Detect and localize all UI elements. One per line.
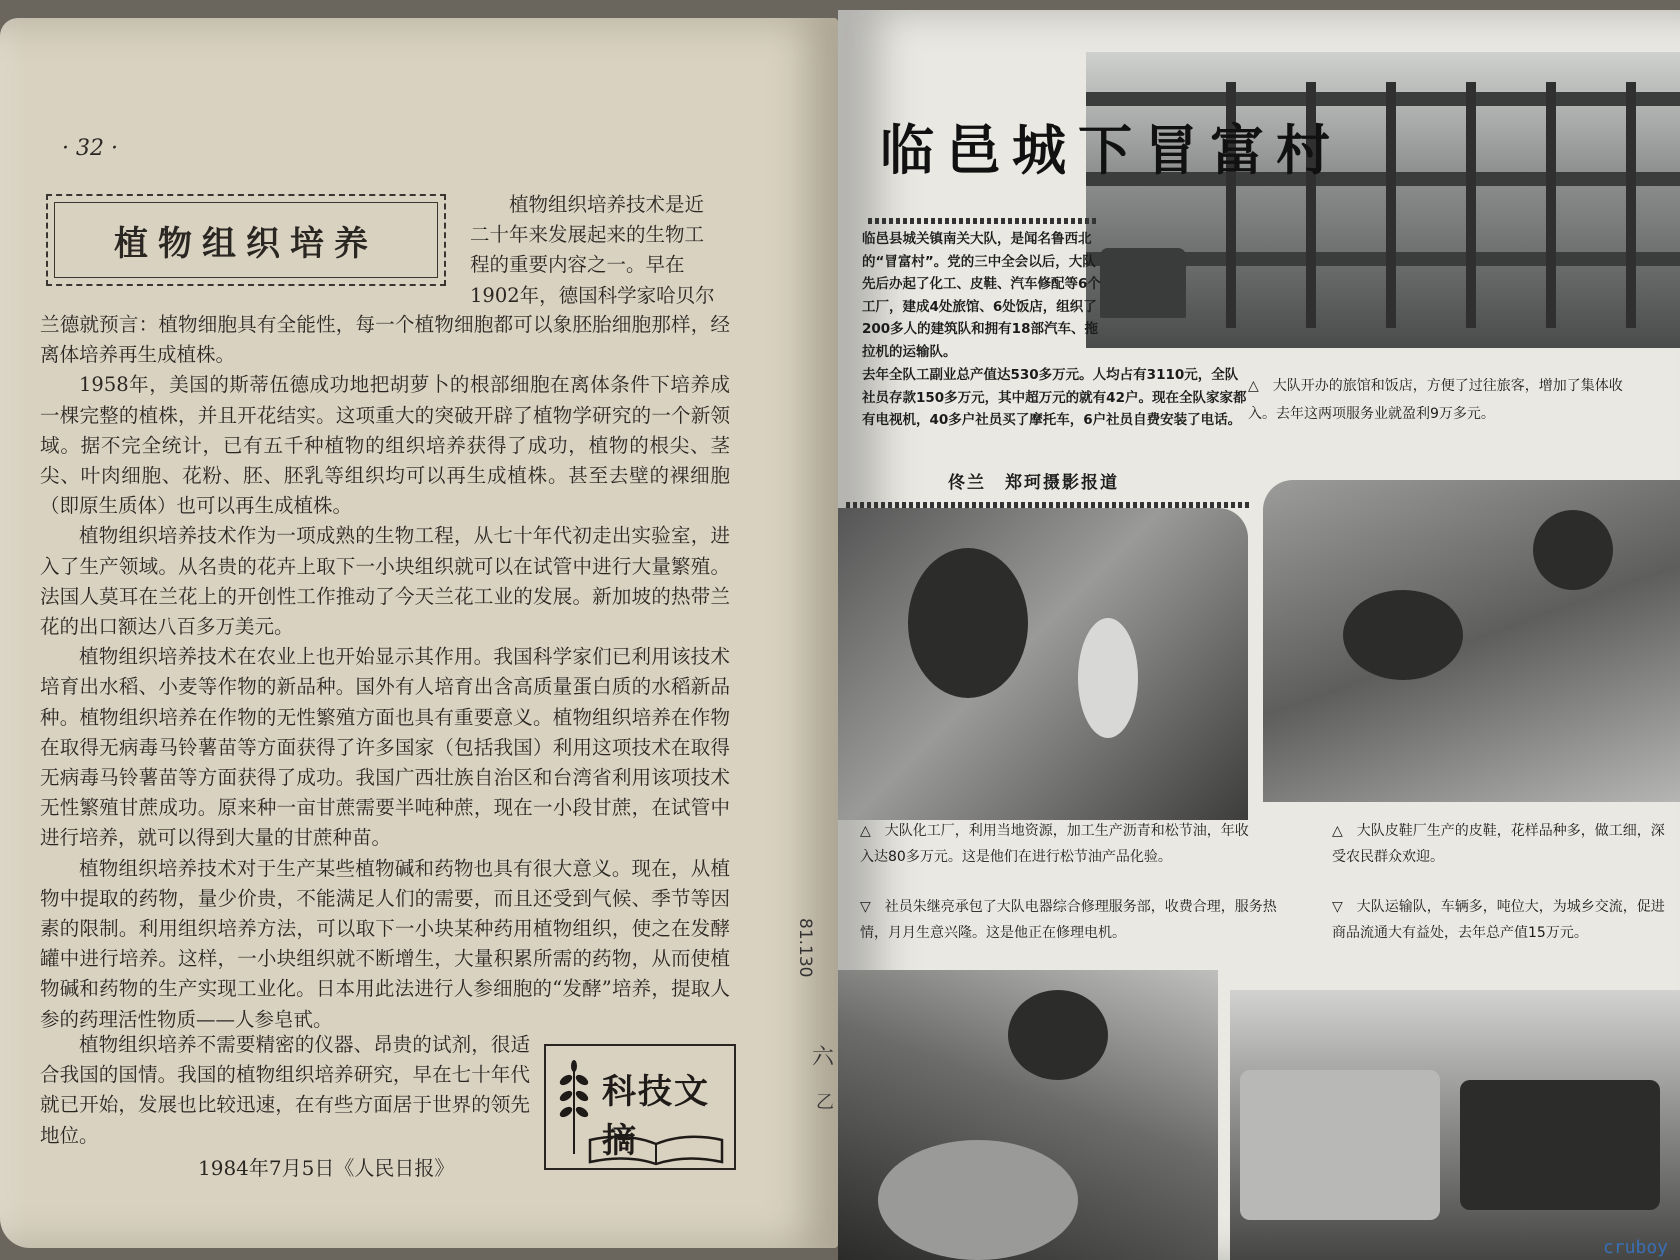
intro-caption: 临邑县城关镇南关大队，是闻名鲁西北的“冒富村”。党的三中全会以后，大队先后办起了化工、皮鞋、汽车修配等6个工厂，建成4处旅馆、6处饭店，组织了200多人的建筑队和拥有18部汽车、拖拉机的运输队。 <box>862 231 1101 360</box>
intro-line: 植物组织培养技术是近 <box>509 193 705 216</box>
truck-fleet-photo <box>1230 990 1680 1260</box>
intro-line: 1902年，德国科学家哈贝尔 <box>470 283 715 307</box>
intro-line: 程的重要内容之一。早在 <box>470 253 685 277</box>
photographer-credit: 佟兰 郑珂摄影报道 <box>948 473 1119 493</box>
article-conclusion <box>40 1030 530 1151</box>
intro-caption-continued: 去年全队工副业总产值达530多万元。人均占有3110元，全队社员存款150多万元，其中超万元的就有42户。现在全队家家都有电视机，40多户社员买了摩托车，6户社员自费安装了电话。 <box>862 367 1247 428</box>
stamp-label: 科技文摘 <box>602 1072 710 1161</box>
paragraph: 1958年，美国的斯蒂伍德成功地把胡萝卜的根部细胞在离体条件下培养成一棵完整的植株，并且开花结实。这项重大的突破开辟了植物学研究的一个新领域。据不完全统计，已有五千种植物的组织培养获得了成功，植物的根尖、茎尖、叶肉细胞、花粉、胚、胚乳等组织均可以再生成植株。甚至去壁的裸细胞（即原生质体）也可以再生成植株。 <box>40 373 730 518</box>
right-page <box>838 10 1680 1260</box>
building-photo <box>1086 52 1680 348</box>
paragraph: 植物组织培养技术在农业上也开始显示其作用。我国科学家们已利用该技术培育出水稻、小麦等作物的新品种。国外有人培育出含高质量蛋白质的水稻新品种。植物组织培养在作物的无性繁殖方面也具有重要意义。植物组织培养在作物在取得无病毒马铃薯苗等方面获得了许多国家（包括我国）利用这项技术在取得无病毒马铃薯苗等方面获得了成功。我国广西壮族自治区和台湾省利用该项技术无性繁殖甘蔗成功。原来种一亩甘蔗需要半吨种蔗，现在一小段甘蔗，在试管中进行培养，就可以得到大量的甘蔗种苗。 <box>40 645 730 850</box>
paragraph: 植物组织培养技术对于生产某些植物碱和药物也具有很大意义。现在，从植物中提取的药物，量少价贵，不能满足人们的需要，而且还受到气候、季节等因素的限制。利用组织培养方法，可以取下一小块某种药用植物组织，使之在发酵罐中进行培养。这样，一小块组织就不断增生，大量积累所需的药物，从而使植物碱和药物的生产实现工业化。日本用此法进行人参细胞的“发酵”培养，提取人参的药理活性物质——人参皂甙。 <box>40 856 730 1031</box>
caption-inn: △ 大队开办的旅馆和饭店，方便了过往旅客，增加了集体收入。去年这两项服务业就盈利9万多元。 <box>1248 378 1623 422</box>
paragraph: 植物组织培养技术作为一项成熟的生物工程，从七十年代初走出实验室，进入了生产领域。从名贵的花卉上取下一小块组织就可以在试管中进行大量繁殖。法国人莫耳在兰花上的开创性工作推动了今天兰花工业的发展。新加坡的热带兰花的出口额达八百多万美元。 <box>40 524 730 639</box>
title-box <box>46 194 446 286</box>
divider <box>868 218 1096 224</box>
spine-code: 81.130 <box>795 918 815 978</box>
source-citation: 1984年7月5日《人民日报》 <box>198 1156 455 1180</box>
spine-mark: 六 <box>812 1045 835 1070</box>
truck-shape <box>1100 248 1186 318</box>
intro-text <box>470 190 728 311</box>
article-body <box>40 310 730 1035</box>
column-stamp <box>544 1044 736 1170</box>
page-number: · 32 · <box>62 136 118 161</box>
watermark: cruboy <box>1602 1237 1668 1258</box>
intro-line: 二十年来发展起来的生物工 <box>470 223 705 247</box>
chemistry-lab-photo <box>838 508 1248 820</box>
feature-headline: 临邑城下冒富村 <box>880 119 1342 182</box>
caption-repair-shop: ▽ 社员朱继亮承包了大队电器综合修理服务部，收费合理，服务热情，月月生意兴隆。这是他正在修理电机。 <box>860 899 1277 941</box>
spine-mark: 乙 <box>816 1092 834 1113</box>
paragraph: 植物组织培养不需要精密的仪器、昂贵的试剂，很适合我国的国情。我国的植物组织培养研究，早在七十年代就已开始，发展也比较迅速，在有些方面居于世界的领先地位。 <box>40 1033 530 1147</box>
motor-repair-photo <box>838 970 1218 1260</box>
paragraph: 兰德就预言：植物细胞具有全能性，每一个植物细胞都可以象胚胎细胞那样，经离体培养再生成植株。 <box>40 313 730 367</box>
open-book-icon <box>586 1132 726 1166</box>
left-page <box>0 18 838 1248</box>
caption-transport-team: ▽ 大队运输队，车辆多，吨位大，为城乡交流，促进商品流通大有益处，去年总产值15万元。 <box>1332 899 1665 941</box>
caption-shoe-factory: △ 大队皮鞋厂生产的皮鞋，花样品种多，做工细，深受农民群众欢迎。 <box>1332 823 1665 865</box>
caption-chemical-plant: △ 大队化工厂，利用当地资源，加工生产沥青和松节油，年收入达80多万元。这是他们在进行松节油产品化验。 <box>860 823 1249 865</box>
article-title: 植物组织培养 <box>114 223 378 264</box>
shoe-factory-photo <box>1263 480 1680 802</box>
